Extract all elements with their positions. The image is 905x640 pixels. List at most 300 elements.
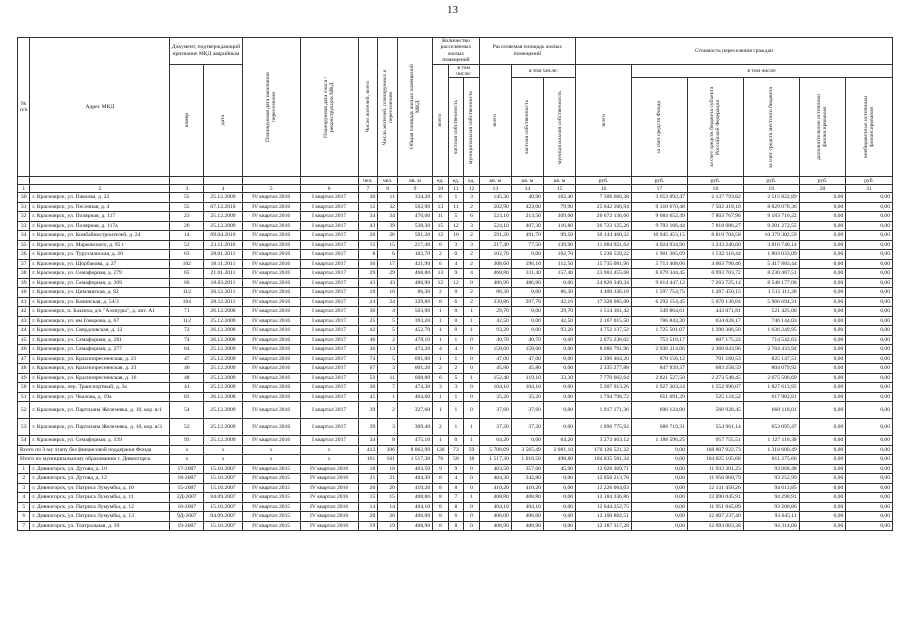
data-cell: 46 (358, 335, 378, 345)
data-cell: 0 (464, 502, 480, 512)
data-cell: I квартал 2017 (300, 364, 358, 374)
data-cell: 651 691,39 (631, 392, 687, 402)
data-cell: 1 (433, 354, 449, 364)
data-cell: 0,00 (799, 483, 846, 493)
address-cell: г. Дивногорск, ул. Патриса Лумумбы, д. 13 (30, 512, 170, 522)
data-cell: 0,00 (846, 193, 893, 203)
data-cell: 0 (464, 345, 480, 355)
data-cell: 9 (433, 464, 449, 474)
data-cell: 0,00 (799, 278, 846, 288)
data-cell: 2 (464, 288, 480, 298)
data-cell: 25.12.2009 (204, 373, 242, 383)
data-cell: 139,90 (543, 240, 575, 250)
data-cell: 408,90 (397, 521, 432, 531)
data-cell: 45,80 (479, 364, 511, 374)
data-cell: 42 (358, 326, 378, 336)
data-cell: 468,80 (397, 269, 432, 279)
data-cell: 0,00 (846, 383, 893, 393)
data-cell: 94 314,00 (743, 521, 799, 531)
data-cell: 6 993 703,72 (687, 269, 743, 279)
data-cell: 7 502 418,10 (687, 202, 743, 212)
data-cell: 538,30 (397, 221, 432, 231)
data-cell: IV квартал 2016 (300, 521, 358, 531)
data-cell: 0,00 (511, 288, 543, 298)
data-cell: 1 514 361,42 (576, 307, 632, 317)
data-cell: 2 (433, 419, 449, 436)
data-cell: 0,00 (799, 221, 846, 231)
data-cell: 8 (433, 493, 449, 503)
data-cell: 7 770 662,64 (576, 373, 632, 383)
data-cell: 6 (18, 512, 30, 522)
data-cell: 0 (448, 436, 464, 446)
total-cell: 1 517,30 (479, 455, 511, 465)
data-cell: 72 (170, 326, 204, 336)
data-cell: 12 044 252,75 (576, 502, 632, 512)
address-cell: г. Красноярск, ул. Семафорная, д. 309 (30, 278, 170, 288)
address-cell: г. Красноярск, ул. Семафорная, д. 281 (30, 335, 170, 345)
data-cell: 4 603 790,46 (687, 259, 743, 269)
data-cell: 9 (448, 269, 464, 279)
unit-cell: руб. (687, 177, 743, 185)
data-cell: 0,00 (543, 335, 575, 345)
data-cell: 1 (464, 419, 480, 436)
data-cell: 334,20 (397, 193, 432, 203)
data-cell: IV квартал 2015 (242, 464, 300, 474)
data-cell: 0,00 (846, 335, 893, 345)
data-cell: 554 961,14 (687, 419, 743, 436)
data-cell: 0,00 (631, 521, 687, 531)
total-cell: 306 (378, 445, 398, 455)
data-cell: IV квартал 2016 (242, 193, 300, 203)
data-cell: 1 (433, 316, 449, 326)
data-cell: 403,50 (397, 464, 432, 474)
table-row (18, 512, 893, 522)
data-cell: 34 (358, 212, 378, 222)
data-cell: 40,70 (479, 335, 511, 345)
data-cell: 26.12.2008 (204, 307, 242, 317)
col-plan-end-header: Планируемая дата окончания переселения (265, 72, 278, 143)
table-row (18, 335, 893, 345)
data-cell: 20 (378, 483, 398, 493)
data-cell: 77,50 (511, 240, 543, 250)
data-cell: 524,10 (479, 221, 511, 231)
data-cell: 09.04.2010 (204, 231, 242, 241)
data-cell: 47 (18, 354, 30, 364)
address-cell: г. Красноярск, ул. Партизана Железняка, д. 10, кор. в/3 (30, 419, 170, 436)
data-cell: I квартал 2017 (300, 202, 358, 212)
data-cell: 04.09.2007 (204, 493, 242, 503)
address-cell: г. Красноярск, ул. Краснопресненская, д. 23 (30, 364, 170, 374)
data-cell: 158,60 (479, 345, 511, 355)
data-cell: I квартал 2017 (300, 212, 358, 222)
data-cell: 688 719,31 (631, 419, 687, 436)
data-cell: 32 (18, 212, 30, 222)
data-cell: 12 226 064,03 (576, 483, 632, 493)
data-cell: 0,00 (543, 354, 575, 364)
data-cell: 0,00 (846, 474, 893, 484)
data-cell: 94 613,85 (743, 483, 799, 493)
data-cell: 0,00 (799, 250, 846, 260)
data-cell: 34 (378, 212, 398, 222)
data-cell: 1 515 111,28 (743, 288, 799, 298)
total-cell: 498,80 (543, 455, 575, 465)
data-cell: 93,20 (543, 326, 575, 336)
data-cell: 404,10 (397, 502, 432, 512)
data-cell: 40,70 (511, 335, 543, 345)
data-cell: 29,70 (543, 307, 575, 317)
data-cell: 12 (358, 202, 378, 212)
data-cell: 746 144,03 (743, 316, 799, 326)
data-cell: 0,00 (846, 221, 893, 231)
data-cell: 443 071,81 (687, 307, 743, 317)
data-cell: 86,30 (397, 288, 432, 298)
data-cell: 5 417 883,44 (743, 259, 799, 269)
table-row (18, 212, 893, 222)
data-cell: 43 (358, 278, 378, 288)
data-cell: 71 (170, 307, 204, 317)
data-cell: 39 (378, 221, 398, 231)
data-cell: I квартал 2017 (300, 373, 358, 383)
total-cell: 161 (358, 455, 378, 465)
data-cell: 32 (378, 202, 398, 212)
data-cell: 42,16 (543, 297, 575, 307)
data-cell: 5 236 529,22 (576, 250, 632, 260)
data-cell: 714 542,63 (743, 335, 799, 345)
data-cell: 26.12.2011 (204, 288, 242, 298)
data-cell: IV квартал 2016 (300, 512, 358, 522)
data-cell: I квартал 2017 (300, 297, 358, 307)
col-cost-region-header: за счет средств бюджета субъекта Российской Федерации (709, 87, 722, 168)
data-cell: 102,70 (543, 250, 575, 260)
data-cell: IV квартал 2016 (300, 474, 358, 484)
data-cell: 2 366 043,96 (687, 345, 743, 355)
data-cell: 25 (358, 316, 378, 326)
address-cell: г. Красноярск, п. Базаиха, д/к "Аэлиуры", д. лит. А1 (30, 307, 170, 317)
data-cell: 2 821 527,50 (631, 373, 687, 383)
data-cell: 44 (18, 326, 30, 336)
data-cell: 1 827 613,95 (743, 383, 799, 393)
data-cell: 18.03.2011 (204, 278, 242, 288)
data-cell: 28.12.2011 (204, 297, 242, 307)
data-cell: 683 258,59 (687, 364, 743, 374)
data-cell: 17 328 985,60 (576, 297, 632, 307)
data-cell: 48 (18, 364, 30, 374)
data-cell: 102,40 (543, 193, 575, 203)
data-cell: IV квартал 2016 (242, 335, 300, 345)
data-cell: 608,80 (397, 373, 432, 383)
data-cell: 30 (18, 193, 30, 203)
data-cell: 0 (464, 364, 480, 374)
data-cell: 786 843,30 (631, 316, 687, 326)
table-row (18, 278, 893, 288)
data-cell: 6 (448, 297, 464, 307)
data-cell: 14 (378, 502, 398, 512)
data-cell: 309,40 (397, 419, 432, 436)
column-number-cell: 15 (543, 185, 575, 193)
data-cell: 0 (448, 316, 464, 326)
data-cell: 0,00 (799, 259, 846, 269)
data-cell: 0 (464, 521, 480, 531)
table-row (18, 392, 893, 402)
data-cell: 52 (170, 240, 204, 250)
data-cell: 2 784 433,94 (743, 345, 799, 355)
data-cell: 408,80 (479, 493, 511, 503)
data-cell: 0,00 (799, 521, 846, 531)
data-cell: 0,00 (799, 493, 846, 503)
data-cell: 0 (464, 483, 480, 493)
data-cell: 45 (18, 335, 30, 345)
total-cell: 104 835 581,34 (576, 455, 632, 465)
data-cell: 112 (170, 316, 204, 326)
data-cell: 99,50 (543, 231, 575, 241)
data-cell: 2 075 236,02 (576, 335, 632, 345)
data-cell: 104,10 (511, 383, 543, 393)
data-cell: 14 (358, 502, 378, 512)
data-cell: 8 829 078,36 (743, 202, 799, 212)
data-cell: 21.01.2011 (204, 269, 242, 279)
data-cell: IV квартал 2016 (242, 307, 300, 317)
data-cell: 26 (170, 221, 204, 231)
data-cell: 4 (448, 345, 464, 355)
data-cell: 2 (18, 474, 30, 484)
data-cell: 0,00 (543, 278, 575, 288)
column-number-cell: 14 (511, 185, 543, 193)
data-cell: 0,00 (631, 512, 687, 522)
data-cell: 33 (18, 221, 30, 231)
data-cell: 4 (378, 307, 398, 317)
data-cell: 8 819 704,58 (687, 231, 743, 241)
data-cell: 40 (18, 288, 30, 298)
data-cell: 39 (18, 278, 30, 288)
data-cell: 9 183 716,22 (743, 212, 799, 222)
data-cell: 0,00 (543, 402, 575, 419)
data-cell: 64,20 (543, 436, 575, 446)
data-cell: IV квартал 2015 (242, 521, 300, 531)
data-cell: 26.12.2008 (204, 335, 242, 345)
data-cell: 2 (433, 288, 449, 298)
data-cell: 4 (433, 345, 449, 355)
total-cell: 0,00 (846, 455, 893, 465)
data-cell: IV квартал 2016 (242, 297, 300, 307)
table-row (18, 221, 893, 231)
data-cell: 74 (358, 354, 378, 364)
data-cell: 0,00 (846, 464, 893, 474)
data-cell: 12 184 336,86 (576, 493, 632, 503)
data-cell: 525 124,52 (687, 392, 743, 402)
address-cell: г. Дивногорск, ул. Дутова, д. 12 (30, 474, 170, 484)
data-cell: I квартал 2017 (300, 392, 358, 402)
data-cell: 30 (358, 193, 378, 203)
data-cell: 12 187 317,28 (576, 521, 632, 531)
data-cell: 0,00 (799, 240, 846, 250)
address-cell: г. Дивногорск, ул. Патриса Лумумбы, д. 11 (30, 493, 170, 503)
col-doc-num-header: номер (183, 113, 190, 128)
table-body (18, 193, 893, 531)
data-cell: 2 675 586,69 (743, 373, 799, 383)
data-cell: 213,50 (511, 212, 543, 222)
total-cell: 8 062,99 (397, 445, 432, 455)
table-row (18, 297, 893, 307)
column-number-cell: 8 (378, 185, 398, 193)
data-cell: 0,00 (846, 326, 893, 336)
data-cell: 0,00 (846, 521, 893, 531)
total-cell: 58 (448, 455, 464, 465)
data-cell: 423,00 (511, 202, 543, 212)
data-cell: 3 (464, 193, 480, 203)
data-cell: 0,00 (511, 326, 543, 336)
col-count-incl-header: в том числе: (448, 64, 479, 78)
data-cell: 1 896 775,92 (576, 419, 632, 436)
data-cell: 4 (448, 259, 464, 269)
data-cell: 0,00 (846, 502, 893, 512)
data-cell: 12 (448, 278, 464, 288)
data-cell: 49 (18, 373, 30, 383)
data-cell: 0,00 (543, 493, 575, 503)
table-row (18, 419, 893, 436)
data-cell: 8 (448, 502, 464, 512)
data-cell: 12 (448, 221, 464, 231)
data-cell: 20 (378, 512, 398, 522)
table-row (18, 202, 893, 212)
total-cell: 1 018,50 (511, 455, 543, 465)
total-cell: 5 708,09 (479, 445, 511, 455)
total-cell: 18 (464, 455, 480, 465)
data-cell: 8 (378, 436, 398, 446)
data-cell: 0,00 (543, 364, 575, 374)
data-cell: 10 (378, 288, 398, 298)
data-cell: 0,00 (543, 383, 575, 393)
data-cell: 0 (464, 474, 480, 484)
data-cell: 8 (358, 250, 378, 260)
data-cell: 2 (448, 364, 464, 374)
column-number-cell: 16 (576, 185, 632, 193)
table-row (18, 288, 893, 298)
data-cell: 17 (378, 259, 398, 269)
data-cell: 0 (464, 383, 480, 393)
data-cell: 491,70 (511, 231, 543, 241)
data-cell: 2 396 464,20 (576, 354, 632, 364)
address-cell: г. Красноярск, пер. Транспортный, д. 3а (30, 383, 170, 393)
column-number-cell: 17 (631, 185, 687, 193)
data-cell: 0,00 (799, 512, 846, 522)
data-cell: 1 532 110,44 (687, 250, 743, 260)
data-cell: 653 095,47 (743, 419, 799, 436)
data-cell: 1 127 116,38 (743, 436, 799, 446)
data-cell: 0,00 (846, 419, 893, 436)
address-cell: г. Красноярск, ул. Полярная, д. 117а (30, 221, 170, 231)
data-cell: 0,00 (799, 307, 846, 317)
data-cell: 1 636 249,95 (743, 326, 799, 336)
data-cell: 634 028,17 (687, 316, 743, 326)
data-cell: 8 (433, 521, 449, 531)
data-cell: 1 (433, 307, 449, 317)
data-cell: 0,00 (543, 474, 575, 484)
table-row (18, 464, 893, 474)
data-cell: 1 (464, 493, 480, 503)
data-cell: 0,00 (846, 373, 893, 383)
table-row (18, 483, 893, 493)
data-cell: 10 945 453,15 (631, 231, 687, 241)
data-cell: 26 723 125,26 (576, 221, 632, 231)
data-cell: 8 (433, 483, 449, 493)
data-cell: 474,30 (397, 383, 432, 393)
data-cell: 13 (433, 269, 449, 279)
data-cell: 43 (18, 316, 30, 326)
data-cell: 403,50 (479, 464, 511, 474)
unit-cell (204, 177, 242, 185)
total-cell: x (204, 455, 242, 465)
data-cell: 13 (433, 202, 449, 212)
data-cell: 45,90 (543, 464, 575, 474)
column-numbers-row (18, 185, 893, 193)
data-cell: 1 188 596,25 (631, 436, 687, 446)
data-cell: 1 (464, 373, 480, 383)
data-cell: 54 (170, 402, 204, 419)
data-cell: 0 (464, 392, 480, 402)
data-cell: 0,00 (631, 474, 687, 484)
data-cell: 6 (433, 373, 449, 383)
data-cell: 6 (448, 512, 464, 522)
data-cell: IV квартал 2016 (242, 278, 300, 288)
data-cell: 2 (464, 202, 480, 212)
data-cell: 7 818 686,27 (687, 221, 743, 231)
data-cell: 0,00 (511, 250, 543, 260)
data-cell: 486,90 (479, 278, 511, 288)
unit-cell: чел. (358, 177, 378, 185)
data-cell: 157,40 (543, 269, 575, 279)
data-cell: 753 518,17 (631, 335, 687, 345)
data-cell: 486,90 (511, 278, 543, 288)
total-cell: 170 126 521,22 (576, 445, 632, 455)
data-cell: 64 (170, 345, 204, 355)
data-cell: 4 400 336,18 (576, 288, 632, 298)
data-cell: 0,00 (511, 307, 543, 317)
data-cell: 0,00 (799, 436, 846, 446)
data-cell: I квартал 2017 (300, 240, 358, 250)
data-cell: 0,00 (846, 493, 893, 503)
data-cell: 5 307 913,26 (576, 383, 632, 393)
data-cell: 12 007 237,40 (687, 512, 743, 522)
data-cell: IV квартал 2016 (242, 231, 300, 241)
data-cell: 1 (448, 193, 464, 203)
data-cell: 408,80 (397, 493, 432, 503)
data-cell: 701 160,53 (687, 354, 743, 364)
table-row (18, 316, 893, 326)
data-cell: 25.12.2009 (204, 212, 242, 222)
data-cell: 0,00 (846, 259, 893, 269)
data-cell: 1 (433, 335, 449, 345)
data-cell: 0 (464, 335, 480, 345)
data-cell: 36 (358, 345, 378, 355)
data-cell: 19 (378, 521, 398, 531)
data-cell: 25.12.2009 (204, 383, 242, 393)
address-cell: г. Дивногорск, ул. Театральная, д. 39 (30, 521, 170, 531)
data-cell: 468,80 (479, 269, 511, 279)
col-plan-demol-header: Планируемая дата сноса / реконструкции МКД (323, 76, 336, 138)
col-area-muni-header: муниципальная собственность (556, 90, 563, 165)
data-cell: 0,00 (846, 231, 893, 241)
data-cell: 2 167 015,50 (576, 316, 632, 326)
data-cell: 25.12.2009 (204, 402, 242, 419)
data-cell: 0,00 (799, 354, 846, 364)
data-cell: 309,60 (543, 212, 575, 222)
total-cell: 0,00 (799, 445, 846, 455)
data-cell: 23 903 455,68 (576, 269, 632, 279)
data-cell: 0,00 (543, 521, 575, 531)
data-cell: 30 (358, 383, 378, 393)
data-cell: 47 (170, 354, 204, 364)
data-cell: 0,00 (799, 316, 846, 326)
